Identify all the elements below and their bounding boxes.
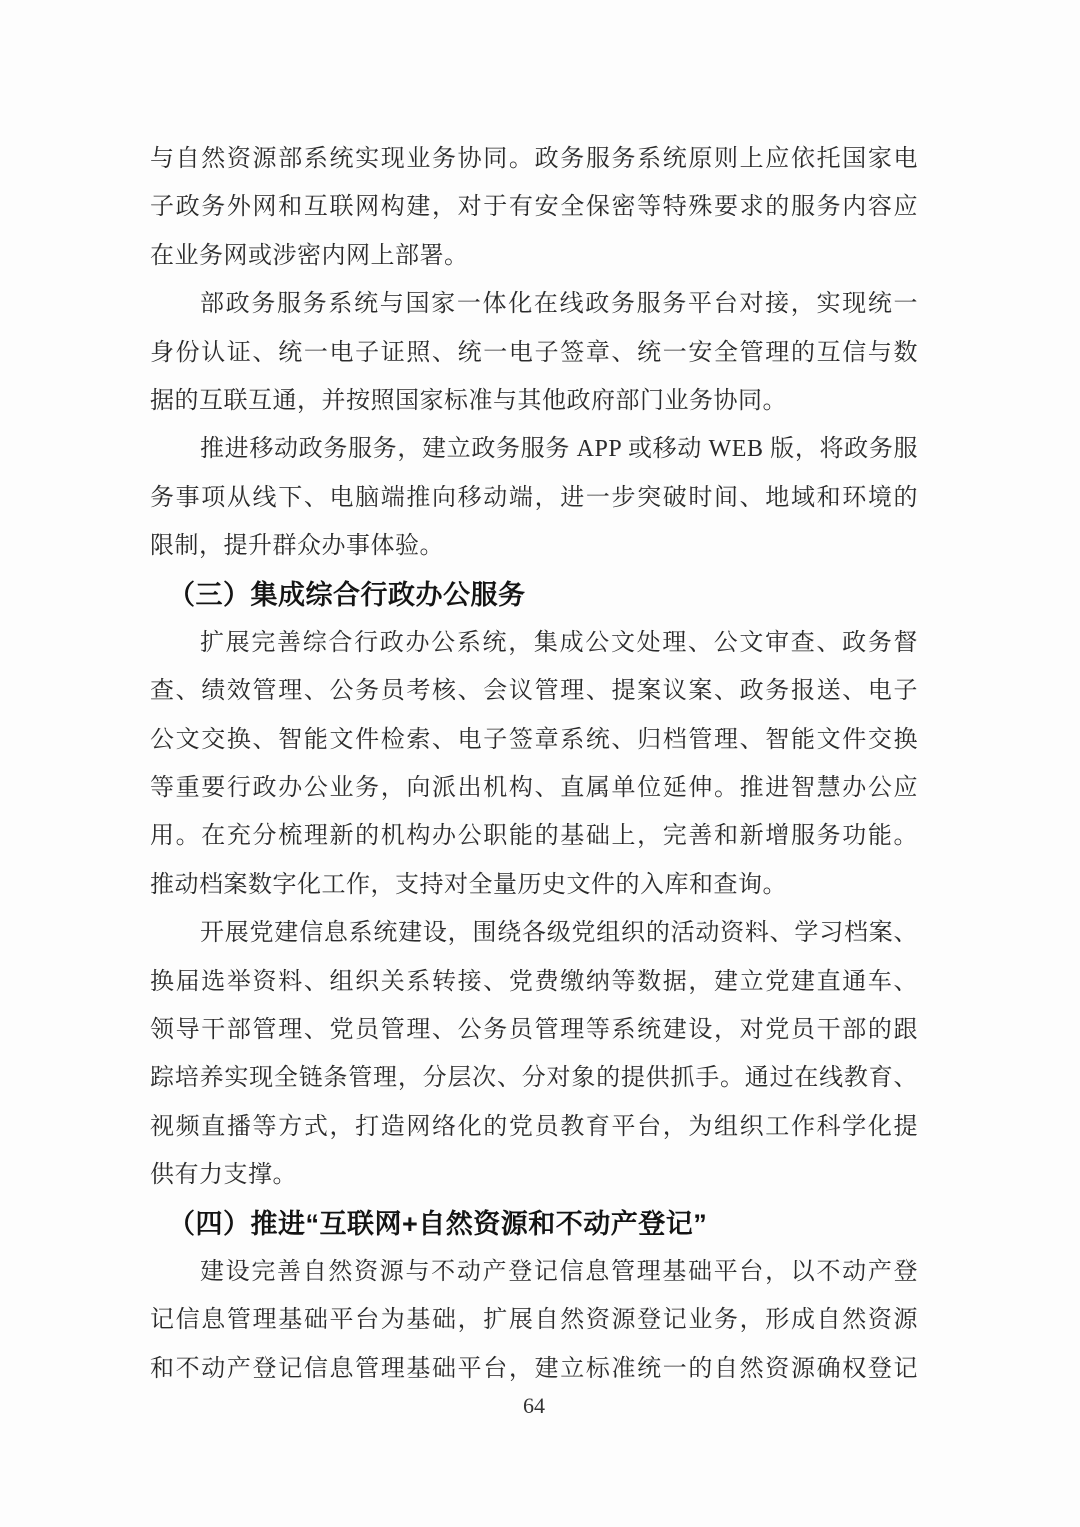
- paragraph: [150, 425, 918, 570]
- text-line: 查、绩效管理、公务员考核、会议管理、提案议案、政务报送、电子: [150, 678, 918, 705]
- paragraph: [150, 909, 918, 1199]
- paragraph: [150, 619, 918, 909]
- text-line: 据的互联互通，并按照国家标准与其他政府部门业务协同。: [150, 387, 787, 414]
- text-line: 开展党建信息系统建设，围绕各级党组织的活动资料、学习档案、: [200, 920, 918, 947]
- text-line: 与自然资源部系统实现业务协同。政务服务系统原则上应依托国家电: [150, 146, 918, 172]
- text-line: 换届选举资料、组织关系转接、党费缴纳等数据，建立党建直通车、: [150, 968, 918, 995]
- text-line: 务事项从线下、电脑端推向移动端，进一步突破时间、地域和环境的: [150, 484, 918, 511]
- text-line: 子政务外网和互联网构建，对于有安全保密等特殊要求的服务内容应: [150, 194, 918, 221]
- text-line: 视频直播等方式，打造网络化的党员教育平台，为组织工作科学化提: [150, 1113, 918, 1140]
- text-line: 建设完善自然资源与不动产登记信息管理基础平台，以不动产登: [200, 1258, 918, 1285]
- text-line: 身份认证、统一电子证照、统一电子签章、统一安全管理的互信与数: [150, 339, 918, 366]
- paragraph: [150, 135, 918, 280]
- text-line: 推动档案数字化工作，支持对全量历史文件的入库和查询。: [150, 871, 787, 898]
- text-line: 等重要行政办公业务，向派出机构、直属单位延伸。推进智慧办公应: [150, 775, 918, 802]
- text-line: 推进移动政务服务，建立政务服务 APP 或移动 WEB 版，将政务服: [200, 436, 918, 463]
- text-line: 领导干部管理、党员管理、公务员管理等系统建设，对党员干部的跟: [150, 1017, 918, 1044]
- text-line: 部政务服务系统与国家一体化在线政务服务平台对接，实现统一: [200, 291, 918, 318]
- section-heading-4: （四）推进“互联网+自然资源和不动产登记”: [168, 1208, 708, 1239]
- text-line: 限制，提升群众办事体验。: [150, 533, 444, 560]
- paragraph: [150, 280, 918, 425]
- section-heading-3: （三）集成综合行政办公服务: [168, 579, 526, 610]
- page-number: 64: [523, 1393, 545, 1418]
- paragraph: [150, 1248, 918, 1393]
- document-body: [150, 135, 918, 1393]
- text-line: 踪培养实现全链条管理，分层次、分对象的提供抓手。通过在线教育、: [150, 1065, 918, 1092]
- text-line: 公文交换、智能文件检索、电子签章系统、归档管理、智能文件交换: [150, 726, 918, 753]
- text-line: 在业务网或涉密内网上部署。: [150, 242, 469, 269]
- text-line: 用。在充分梳理新的机构办公职能的基础上，完善和新增服务功能。: [150, 823, 918, 850]
- text-line: 和不动产登记信息管理基础平台，建立标准统一的自然资源确权登记: [150, 1355, 918, 1382]
- text-line: 记信息管理基础平台为基础，扩展自然资源登记业务，形成自然资源: [150, 1307, 918, 1334]
- text-line: 供有力支撑。: [150, 1162, 297, 1189]
- text-line: 扩展完善综合行政办公系统，集成公文处理、公文审查、政务督: [200, 629, 918, 656]
